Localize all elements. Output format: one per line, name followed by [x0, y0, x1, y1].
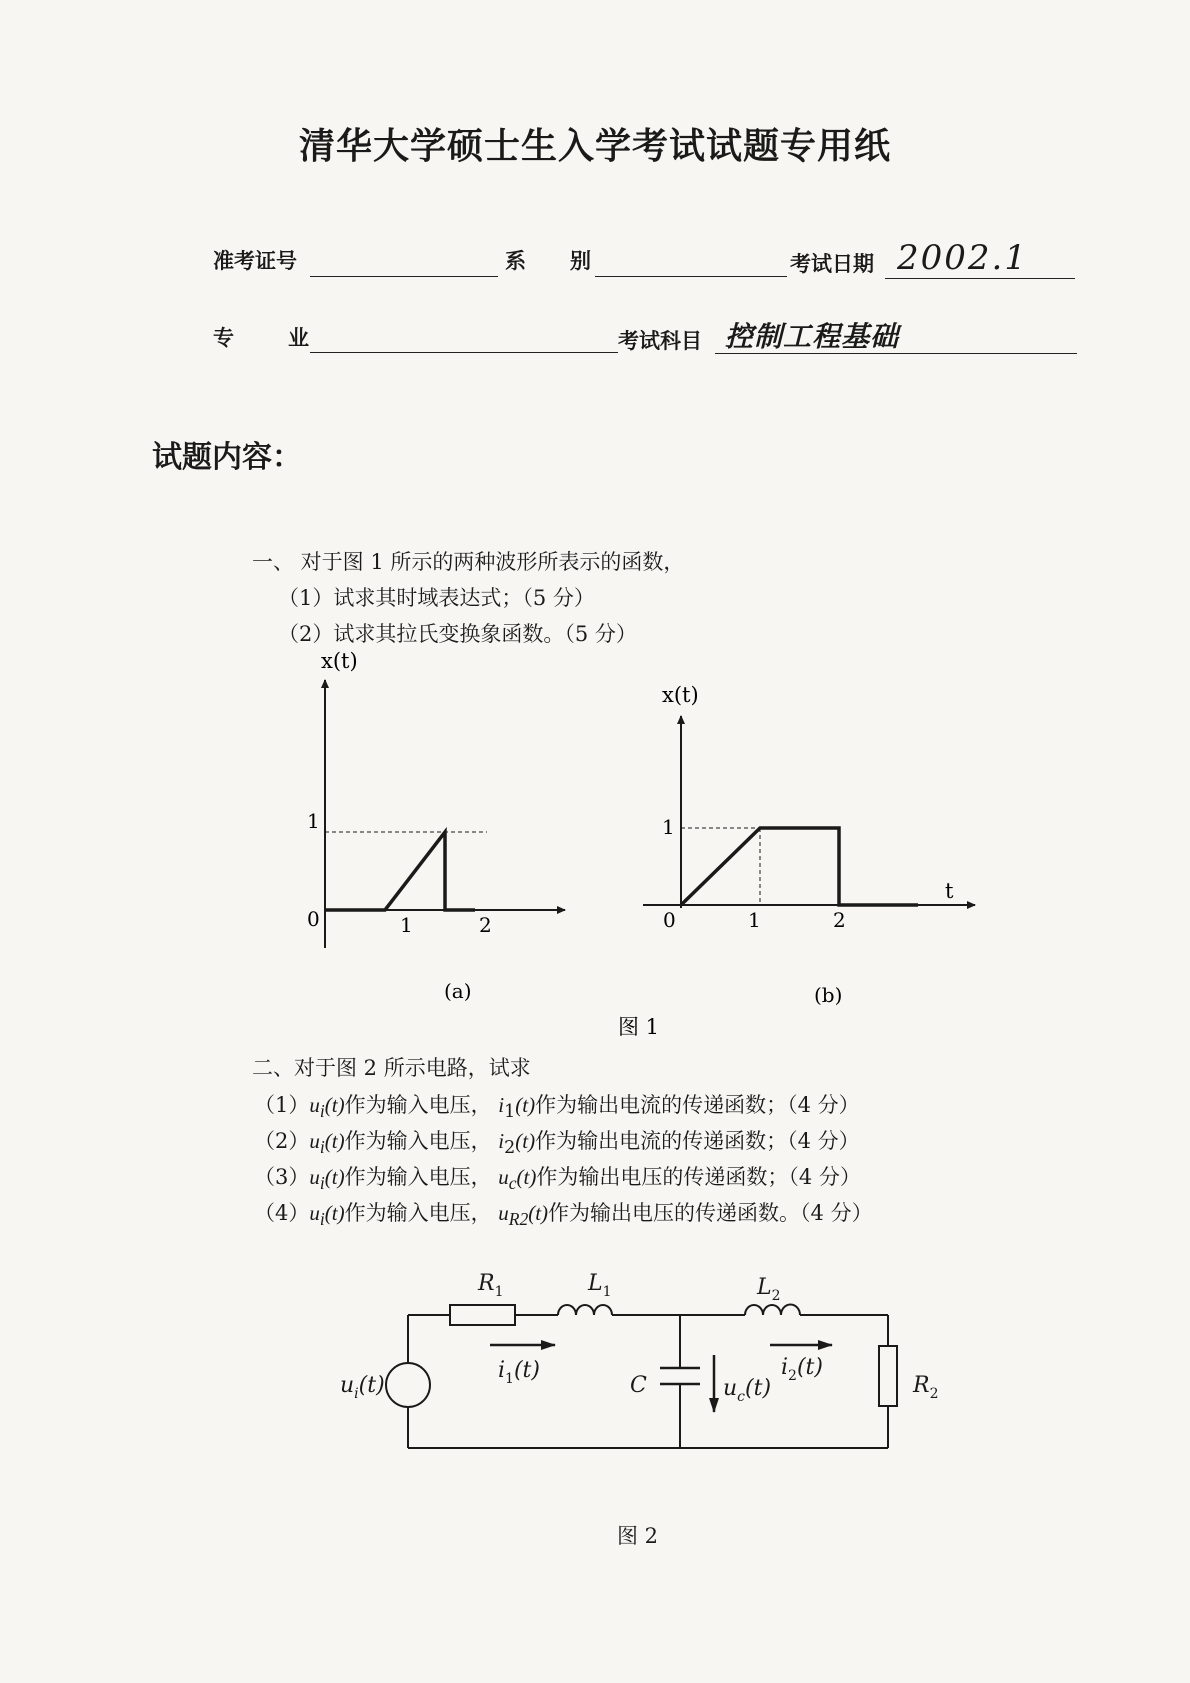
q2-item-1-out-sub: 1 — [504, 1102, 516, 1123]
q2-item-3-in: u — [309, 1165, 320, 1189]
q1-sub2: （2）试求其拉氏变换象函数。（5 分） — [278, 622, 637, 646]
q2-item-1-arg1: (t) — [324, 1093, 345, 1117]
department-label-1: 系 — [505, 249, 526, 273]
label-c: C — [630, 1373, 647, 1398]
q2-item-1-end: 作为输出电流的传递函数；（4 分） — [535, 1093, 860, 1117]
figure-1b — [643, 683, 975, 1007]
fig1a-ytick-1: 1 — [307, 809, 320, 833]
label-uc: $u_c(t)$ — [723, 1376, 772, 1405]
fig1a-ylabel: x(t) — [321, 649, 358, 673]
q2-item-1-out: i — [498, 1093, 505, 1117]
label-l2: $L_2$ — [757, 1275, 781, 1304]
q1-stem: 一、 对于图 1 所示的两种波形所表示的函数， — [252, 550, 685, 574]
q2-item-3-num: （3） — [254, 1165, 310, 1189]
content-heading: 试题内容： — [152, 440, 302, 475]
q2-item-2-end: 作为输出电流的传递函数；（4 分） — [535, 1129, 860, 1153]
label-r2: $R_2$ — [913, 1373, 939, 1402]
q2-stem: 二、对于图 2 所示电路，试求 — [252, 1056, 531, 1080]
q2-item-4-out: u — [498, 1201, 509, 1225]
q2-item-3-arg1: (t) — [324, 1165, 345, 1189]
fig1a-xtick-2: 2 — [479, 913, 492, 937]
q2-item-1-arg2: (t) — [515, 1093, 536, 1117]
q2-item-2-in-sub: i — [319, 1137, 325, 1158]
q2-item-4-out-sub: R2 — [508, 1209, 529, 1230]
fig1b-signal — [681, 828, 918, 905]
q2-item-1-num: （1） — [254, 1093, 310, 1117]
department-label-2: 别 — [570, 249, 591, 273]
fig1a-signal — [325, 832, 475, 910]
q2-item-3-end: 作为输出电压的传递函数；（4 分） — [536, 1165, 861, 1189]
q2-item-4-mid: 作为输入电压， — [344, 1201, 492, 1225]
q2-item-4-arg2: (t) — [528, 1201, 549, 1225]
admission-no-label: 准考证号 — [213, 249, 297, 273]
exam-date-value: 2002.1 — [897, 238, 1028, 278]
major-label-2: 业 — [288, 326, 309, 350]
q2-item-3-arg2: (t) — [516, 1165, 537, 1189]
q2-item-1-mid: 作为输入电压， — [344, 1093, 492, 1117]
q2-item-4-end: 作为输出电压的传递函数。（4 分） — [548, 1201, 873, 1225]
q2-item-3-out: u — [498, 1165, 509, 1189]
fig1a-xtick-1: 1 — [400, 913, 413, 937]
subject-value: 控制工程基础 — [725, 320, 900, 353]
label-l1: $L_1$ — [588, 1271, 612, 1300]
q2-item-4-arg1: (t) — [324, 1201, 345, 1225]
q2-item-3-in-sub: i — [319, 1173, 325, 1194]
major-label-1: 专 — [213, 326, 234, 350]
fig1b-xtick-2: 2 — [833, 908, 846, 932]
q2-item-1 — [254, 1089, 860, 1122]
fig1b-xlabel: t — [945, 879, 954, 903]
fig1b-label: (b) — [814, 983, 843, 1007]
label-i2: $i_2(t)$ — [781, 1355, 823, 1384]
q2-item-2 — [254, 1125, 860, 1158]
q2-item-2-arg1: (t) — [324, 1129, 345, 1153]
q2-item-2-out: i — [498, 1129, 505, 1153]
q2-item-2-num: （2） — [254, 1129, 310, 1153]
q2-item-4 — [254, 1197, 873, 1230]
q1-sub1: （1）试求其时域表达式；（5 分） — [278, 586, 595, 610]
q2-item-3-out-sub: c — [508, 1173, 517, 1194]
q2-item-2-in: u — [309, 1129, 320, 1153]
fig1a-label: (a) — [444, 979, 472, 1003]
exam-date-label: 考试日期 — [790, 252, 874, 276]
q2-item-4-in-sub: i — [319, 1209, 325, 1230]
q2-item-4-in: u — [309, 1201, 320, 1225]
figure-1a — [307, 649, 565, 1003]
label-r1: $R_1$ — [478, 1271, 504, 1300]
fig1a-xtick-0: 0 — [307, 907, 320, 931]
q2-item-2-out-sub: 2 — [504, 1138, 516, 1159]
q2-item-2-mid: 作为输入电压， — [344, 1129, 492, 1153]
label-ui: $u_i(t)$ — [340, 1373, 385, 1402]
q2-item-3 — [254, 1161, 861, 1194]
fig1b-ylabel: x(t) — [662, 683, 699, 707]
figure-2-caption: 图 2 — [617, 1524, 659, 1548]
figure-1-caption: 图 1 — [618, 1015, 660, 1039]
fig1b-xtick-0: 0 — [663, 908, 676, 932]
label-i1: $i_1(t)$ — [498, 1358, 540, 1387]
q2-item-2-arg2: (t) — [515, 1129, 536, 1153]
q2-item-3-mid: 作为输入电压， — [344, 1165, 492, 1189]
q2-item-1-in: u — [309, 1093, 320, 1117]
fig1b-xtick-1: 1 — [748, 908, 761, 932]
page-title: 清华大学硕士生入学考试试题专用纸 — [298, 126, 891, 167]
q2-item-1-in-sub: i — [319, 1101, 325, 1122]
q2-item-4-num: （4） — [254, 1201, 310, 1225]
subject-label: 考试科目 — [618, 329, 702, 353]
fig1b-ytick-1: 1 — [662, 815, 675, 839]
